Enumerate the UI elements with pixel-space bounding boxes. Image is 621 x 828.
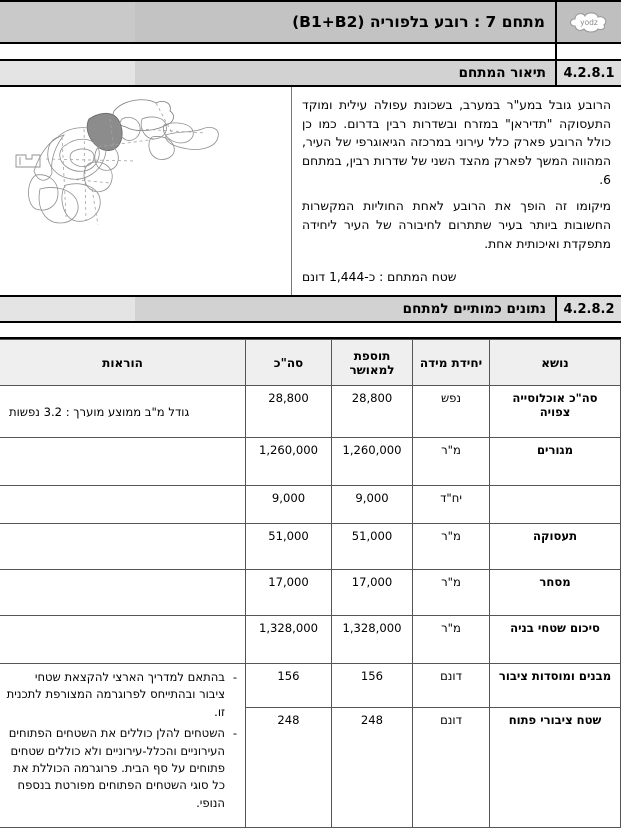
spacer-cell-right: [555, 44, 621, 59]
cell-subject: [490, 486, 621, 524]
cell-instructions: [0, 616, 246, 664]
cell-instructions: [0, 486, 246, 524]
quantitative-data-table: [0, 339, 621, 828]
table-row: [0, 438, 621, 486]
cell-subject: שטח ציבורי פתוח: [490, 708, 621, 828]
page-title: מתחם 7 : רובע בלפוריה (B1+B2): [292, 13, 545, 31]
location-map-cell: [0, 87, 291, 295]
table-row: [0, 524, 621, 570]
cell-instructions: [0, 664, 246, 828]
description-paragraph-1: הרובע גובל במע"ר במערב, בשכונת עפולה עילית ומוקד התעסוקה "תדיראן" במזרח ובשדרות רבין בדרום. כמו כן כולל הרובע פארק כלל עירוני במרכזה הגיאוגרפי של העיר, המהווה המשך לפארק מהצד השני של שדרות רבין, במתחם 6.: [302, 98, 611, 187]
cell-unit: דונם: [413, 708, 490, 828]
description-block: [0, 87, 621, 297]
cloud-logo-icon: [567, 10, 611, 34]
cell-total: 51,000: [246, 524, 332, 570]
cell-addition: 1,328,000: [332, 616, 413, 664]
cell-unit: דונם: [413, 664, 490, 708]
document-title-bar: [0, 0, 621, 44]
section-spacer-2: [0, 297, 135, 321]
column-header-instructions: הוראות: [0, 340, 246, 386]
section-number-2: 4.2.8.2: [555, 297, 621, 321]
cell-unit: מ"ר: [413, 570, 490, 616]
cell-unit: מ"ר: [413, 524, 490, 570]
table-row: [0, 386, 621, 438]
cell-total: 248: [246, 708, 332, 828]
section-number-1: 4.2.8.1: [555, 61, 621, 85]
cell-total: 28,800: [246, 386, 332, 438]
table-row: [0, 570, 621, 616]
cell-subject: מבנים ומוסדות ציבור: [490, 664, 621, 708]
logo-text: yodz: [580, 18, 598, 27]
table-body: [0, 386, 621, 828]
cell-subject: מסחר: [490, 570, 621, 616]
table-row: [0, 616, 621, 664]
compound-area-line: שטח המתחם : כ-1,444 דונם: [302, 269, 457, 284]
section-title-2: נתונים כמותיים למתחם: [135, 297, 555, 321]
cell-addition: 9,000: [332, 486, 413, 524]
cell-subject: מגורים: [490, 438, 621, 486]
cell-total: 156: [246, 664, 332, 708]
cell-unit: מ"ר: [413, 616, 490, 664]
instruction-bullet: - בהתאם למדריך הארצי להקצאת שטחי ציבור ובהתייחס לפרוגרמה המצורפת לתכנית זו.: [6, 669, 239, 721]
cell-addition: 51,000: [332, 524, 413, 570]
column-header-unit: יחידת מידה: [413, 340, 490, 386]
cell-addition: 28,800: [332, 386, 413, 438]
table-row: [0, 664, 621, 708]
title-cell: [135, 2, 555, 42]
location-map-icon: [6, 89, 234, 239]
description-paragraph-2: מיקומו זה הופך את הרובע לאחת החוליות המקשרות החשובות ביותר בעיר שתתרום לחיבורה של העיר ליחידה מתפקדת ואיכותית אחת.: [302, 199, 611, 251]
cell-unit: נפש: [413, 386, 490, 438]
column-header-addition: תוספת למאושר: [332, 340, 413, 386]
cell-subject: תעסוקה: [490, 524, 621, 570]
cell-instructions: [0, 570, 246, 616]
cell-instructions: גודל מ"ב ממוצע מוערך : 3.2 נפשות: [0, 386, 246, 438]
section-title-1: תיאור המתחם: [135, 61, 555, 85]
spacer-row-top: [0, 44, 621, 61]
section-header-description: [0, 61, 621, 87]
instruction-bullet: - השטחים להלן כוללים את השטחים הפתוחים העירוניים והכלל-עירוניים ולא כוללים שטחים פתוחים על סף הבית. פרוגרמה הכוללת את כל סוגי השטחים הפתוחים מפורטת בנספח הנופי.: [6, 725, 239, 812]
spacer-cell-main: [0, 44, 555, 59]
column-header-subject: נושא: [490, 340, 621, 386]
cell-total: 1,260,000: [246, 438, 332, 486]
table-row: [0, 486, 621, 524]
title-spacer: [0, 2, 135, 42]
section-spacer-1: [0, 61, 135, 85]
section-header-quantitative: [0, 297, 621, 323]
cell-unit: יח"ד: [413, 486, 490, 524]
cell-unit: מ"ר: [413, 438, 490, 486]
cell-addition: 1,260,000: [332, 438, 413, 486]
table-header-row: [0, 340, 621, 386]
cell-subject: סה"כ אוכלוסייה צפויה: [490, 386, 621, 438]
cell-instructions: [0, 524, 246, 570]
logo-cell: [555, 2, 621, 42]
cell-total: 1,328,000: [246, 616, 332, 664]
cell-addition: 17,000: [332, 570, 413, 616]
cell-total: 9,000: [246, 486, 332, 524]
cell-total: 17,000: [246, 570, 332, 616]
cell-addition: 248: [332, 708, 413, 828]
cell-addition: 156: [332, 664, 413, 708]
description-text-cell: [291, 87, 621, 295]
cell-subject: סיכום שטחי בניה: [490, 616, 621, 664]
spacer-row-table: [0, 323, 621, 339]
cell-instructions: [0, 438, 246, 486]
column-header-total: סה"כ: [246, 340, 332, 386]
